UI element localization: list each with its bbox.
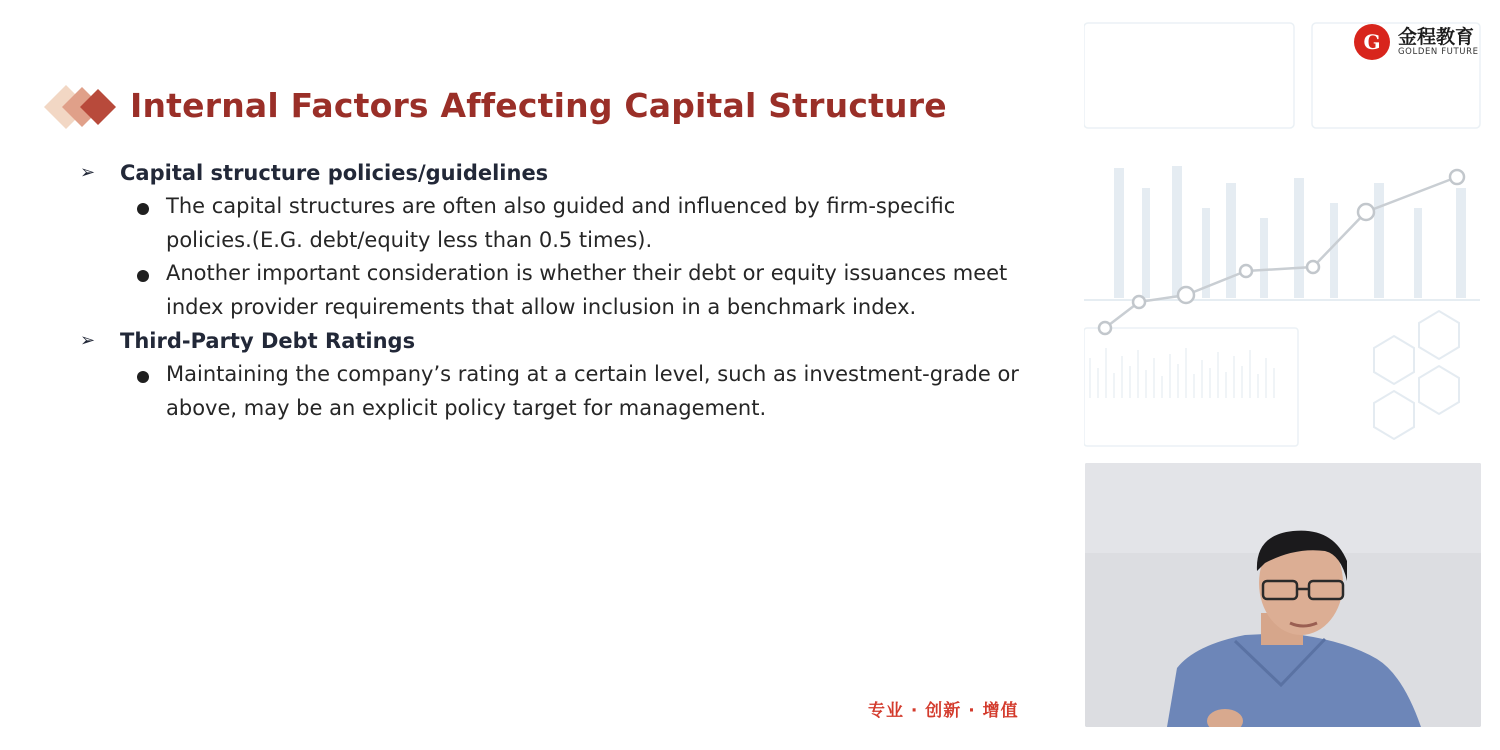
logo-icon: G [1354,24,1390,60]
title-diamond-icon [44,83,124,131]
slide-title: Internal Factors Affecting Capital Structure [130,86,947,125]
logo [1352,22,1492,62]
bullet-arrow-icon: ➢ [80,162,96,183]
logo-tagline: GOLDEN FUTURE [1398,47,1479,57]
presenter-image [1085,463,1481,727]
section-heading: ➢ Third-Party Debt Ratings [80,324,1030,358]
bullet-item: Maintaining the company’s rating at a certain level, such as investment-grade or above, may be an explicit policy target for management. [134,358,1030,425]
bullet-dot-icon [137,270,149,282]
bullet-item: Another important consideration is whether their debt or equity issuances meet index provider requirements that allow inclusion in a benchmark index. [134,257,1030,324]
slide-slogan: 专业 · 创新 · 增值 [868,701,1019,721]
section-heading: ➢ Capital structure policies/guidelines [80,156,1030,190]
bullet-item: The capital structures are often also guided and influenced by firm-specific policies.(E.G. debt/equity less than 0.5 times). [134,190,1030,257]
presenter-video [1085,463,1481,727]
bullet-dot-icon [137,371,149,383]
decorative-background [1084,18,1484,448]
bullet-dot-icon [137,203,149,215]
logo-name: 金程教育 [1398,26,1475,48]
bullet-arrow-icon: ➢ [80,330,96,351]
slide-content [80,156,1030,425]
